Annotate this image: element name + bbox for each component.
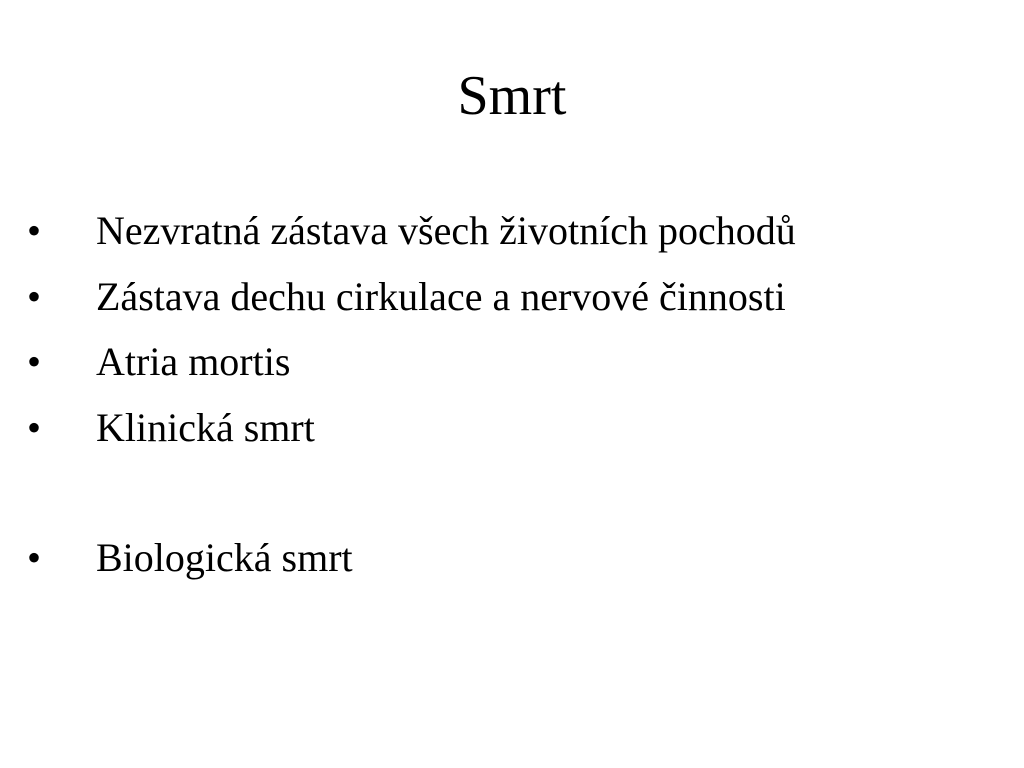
list-item (0, 403, 1000, 453)
bullet-icon: • (27, 339, 42, 384)
bullet-text: Biologická smrt (96, 535, 353, 580)
bullet-text: Klinická smrt (96, 405, 315, 450)
bullet-text: Zástava dechu cirkulace a nervové činnosti (96, 274, 786, 319)
bullet-icon: • (27, 535, 42, 580)
list-item (0, 337, 1000, 387)
list-item (0, 206, 1000, 256)
slide-title: Smrt (457, 65, 567, 127)
bullet-icon: • (27, 405, 42, 450)
bullet-icon: • (27, 274, 42, 319)
bullet-icon: • (27, 208, 42, 253)
list-item (0, 272, 1000, 322)
bullet-text: Atria mortis (96, 339, 291, 384)
bullet-text: Nezvratná zástava všech životních pochodů (96, 208, 796, 253)
list-item (0, 533, 1000, 583)
